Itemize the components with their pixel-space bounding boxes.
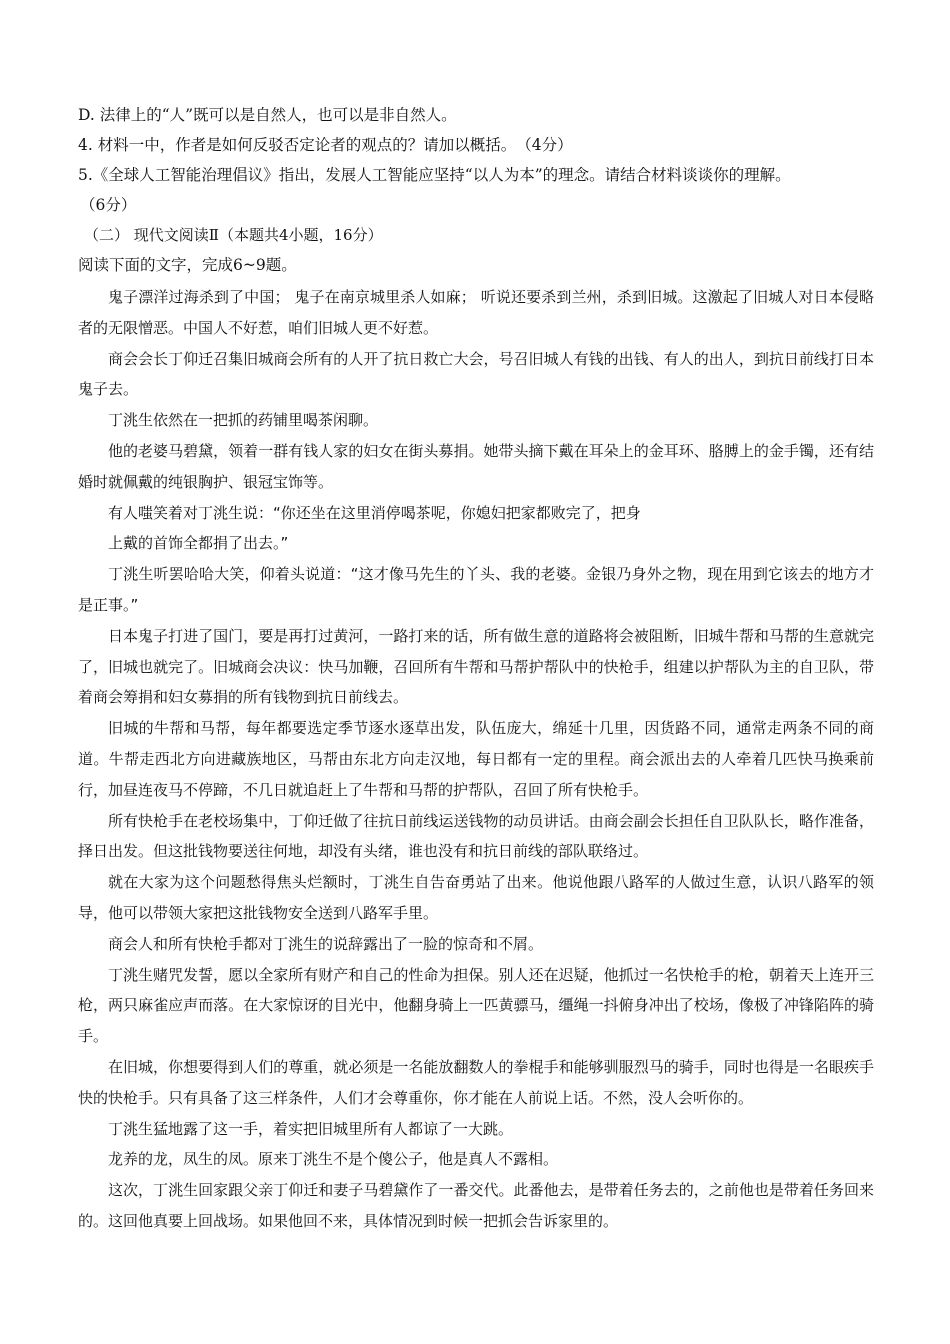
passage-paragraph: 所有快枪手在老校场集中，丁仰迁做了往抗日前线运送钱物的动员讲话。由商会副会长担任自卫队队长，略作准备，择日出发。但这批钱物要送往何地，却没有头绪，谁也没有和抗日前线的部队联络过。 (78, 811, 874, 861)
passage-paragraph: 龙养的龙，凤生的凤。原来丁洮生不是个傻公子，他是真人不露相。 (108, 1150, 559, 1169)
passage-paragraph: 就在大家为这个问题愁得焦头烂额时，丁洮生自告奋勇站了出来。他说他跟八路军的人做过生意，认识八路军的领导，他可以带领大家把这批钱物安全送到八路军手里。 (78, 873, 874, 922)
question-4: 4. 材料一中，作者是如何反驳否定论者的观点的？请加以概括。 （4分） (78, 136, 573, 154)
section-instruction: 阅读下面的文字，完成6~9题。 (78, 256, 297, 274)
passage-paragraph: 丁洮生赌咒发誓，愿以全家所有财产和自己的性命为担保。别人还在迟疑，他抓过一名快枪手的枪，朝着天上连开三枪，两只麻雀应声而落。在大家惊讶的目光中，他翻身骑上一匹黄骠马，缰绳一抖俯身冲出了校场，像极了冲锋陷阵的骑手。 (78, 965, 874, 1046)
passage-paragraph: 这次，丁洮生回家跟父亲丁仰迁和妻子马碧黛作了一番交代。此番他去，是带着任务去的，之前他也是带着任务回来的。这回他真要上回战场。如果他回不来，具体情况到时候一把抓会告诉家里的。 (78, 1181, 874, 1230)
passage-paragraph: 鬼子漂洋过海杀到了中国； 鬼子在南京城里杀人如麻； 听说还要杀到兰州，杀到旧城。这激起了旧城人对日本侵略者的无限憎恶。中国人不好惹，咱们旧城人更不好惹。 (78, 288, 874, 337)
reading-passage (78, 282, 874, 1237)
passage-paragraph: 旧城的牛帮和马帮，每年都要选定季节逐水逐草出发，队伍庞大，绵延十几里，因货路不同，通常走两条不同的商道。牛帮走西北方向进藏族地区，马帮由东北方向走汉地，每日都有一定的里程。商会派出去的人牵着几匹快马换乘前行，加昼连夜马不停蹄，不几日就追赶上了牛帮和马帮的护帮队，召回了所有快枪手。 (78, 719, 874, 799)
section-title: （二） 现代文阅读Ⅱ（本题共4小题，16分） (84, 226, 383, 244)
question-5-line2: （6分） (80, 196, 137, 214)
passage-paragraph: 上戴的首饰全都捐了出去。” (108, 534, 289, 553)
passage-paragraph: 有人嗤笑着对丁洮生说：“你还坐在这里消停喝茶呢，你媳妇把家都败完了，把身 (108, 503, 641, 522)
passage-paragraph: 在旧城，你想要得到人们的尊重，就必须是一名能放翻数人的拳棍手和能够驯服烈马的骑手，同时也得是一名眼疾手快的快枪手。只有具备了这三样条件，人们才会尊重你，你才能在人前说上话。不然，没人会听你的。 (78, 1057, 874, 1107)
passage-paragraph: 他的老婆马碧黛，领着一群有钱人家的妇女在街头募捐。她带头摘下戴在耳朵上的金耳环、胳膊上的金手镯，还有结婚时就佩戴的纯银胸护、银冠宝饰等。 (78, 441, 874, 491)
passage-paragraph: 商会人和所有快枪手都对丁洮生的说辞露出了一脸的惊奇和不屑。 (108, 934, 544, 953)
passage-paragraph: 丁洮生听罢哈哈大笑，仰着头说道：“这才像马先生的丫头、我的老婆。金银乃身外之物，现在用到它该去的地方才是正事。” (78, 565, 874, 614)
passage-paragraph: 日本鬼子打进了国门，要是再打过黄河，一路打来的话，所有做生意的道路将会被阻断，旧城牛帮和马帮的生意就完了，旧城也就完了。旧城商会决议：快马加鞭，召回所有牛帮和马帮护帮队中的快枪手，组建以护帮队为主的自卫队，带着商会筹捐和妇女募捐的所有钱物到抗日前线去。 (78, 626, 874, 707)
question-5-line1: 5.《全球人工智能治理倡议》指出，发展人工智能应坚持“以人为本”的理念。请结合材料谈谈你的理解。 (78, 166, 791, 184)
passage-paragraph: 丁洮生依然在一把抓的药铺里喝茶闲聊。 (108, 411, 379, 430)
option-d: D. 法律上的“人”既可以是自然人，也可以是非自然人。 (78, 106, 457, 124)
passage-paragraph: 商会会长丁仰迁召集旧城商会所有的人开了抗日救亡大会，号召旧城人有钱的出钱、有人的出人，到抗日前线打日本鬼子去。 (78, 349, 874, 399)
passage-paragraph: 丁洮生猛地露了这一手，着实把旧城里所有人都谅了一大跳。 (108, 1119, 514, 1138)
